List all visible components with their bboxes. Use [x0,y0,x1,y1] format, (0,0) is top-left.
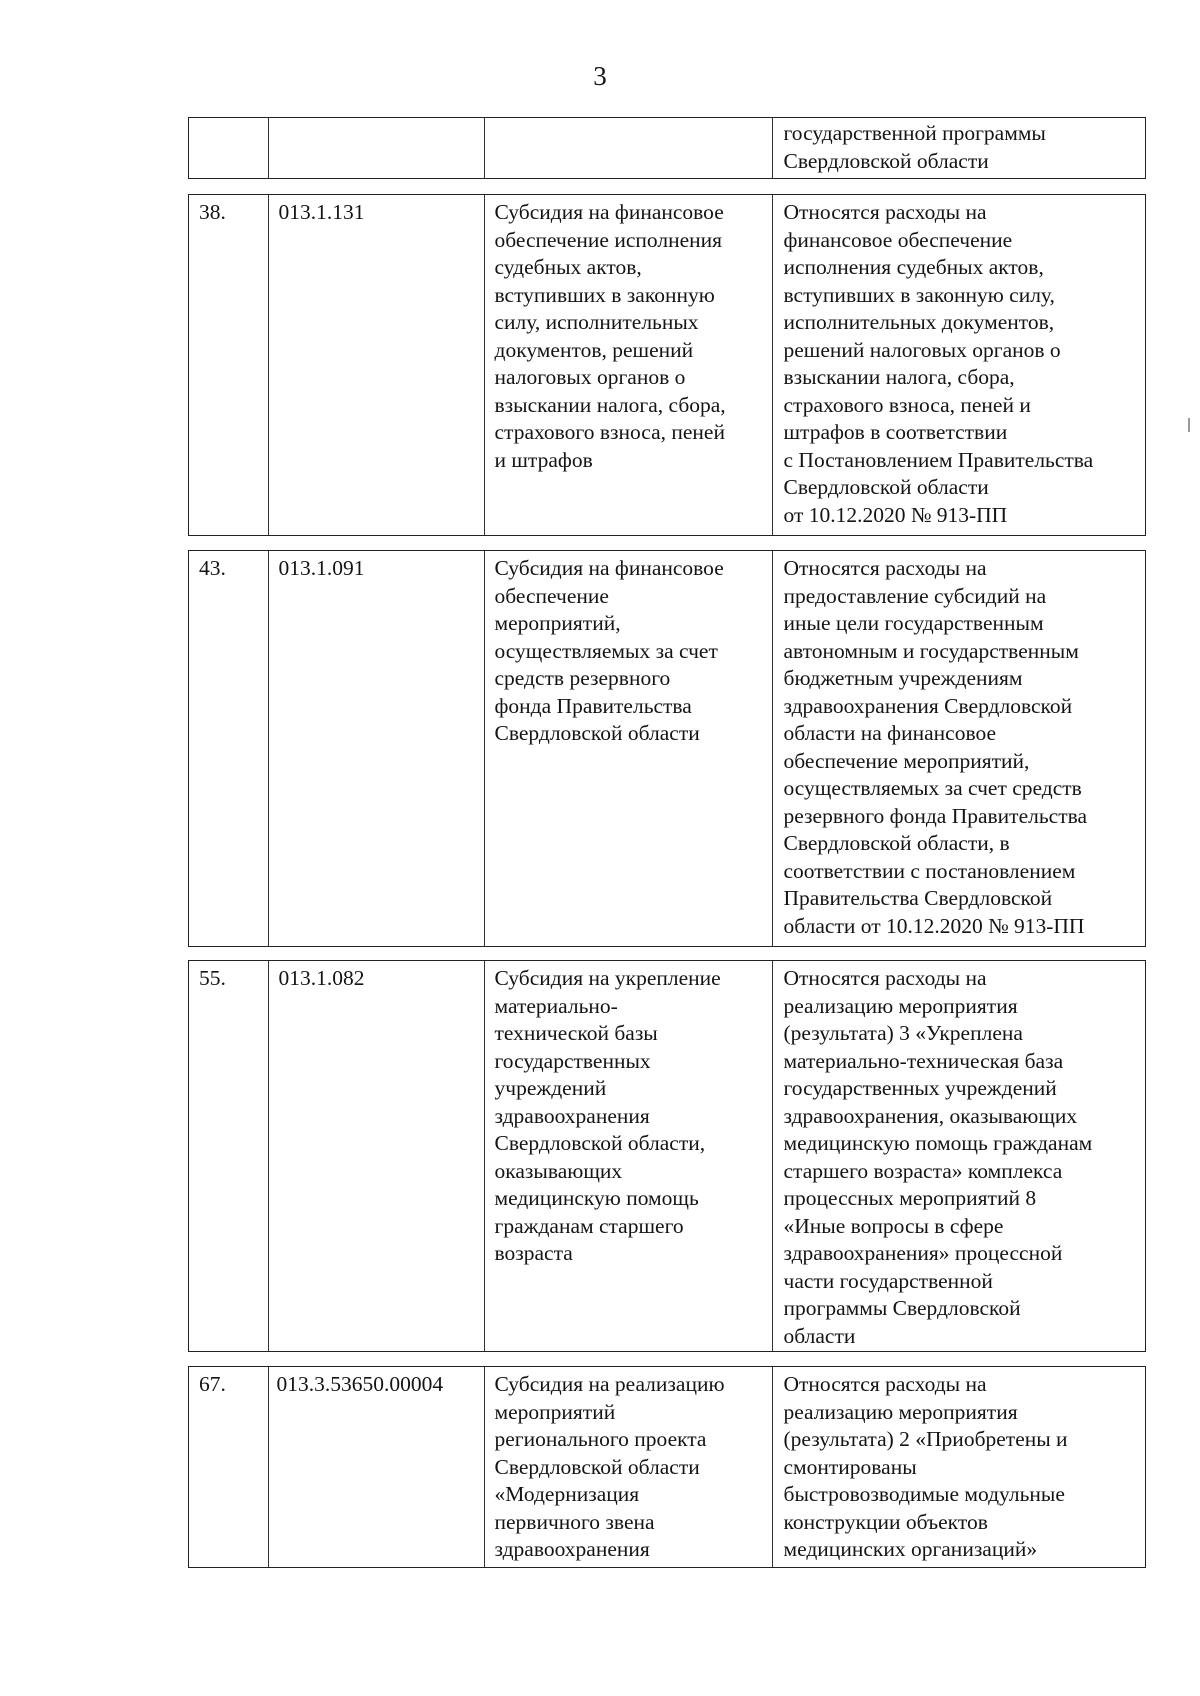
row-number: 55. [199,966,226,990]
scan-mark [1188,418,1190,432]
row-description: Субсидия на финансовое обеспечение исполнения судебных актов, вступивших в законную силу, исполнительных документов, решений налоговых органов о взыскании налога, сбора, страхового взноса, пеней и штрафов [484,195,772,535]
table-row [189,551,1145,946]
table [189,118,1145,178]
row-code: 013.1.131 [268,195,484,535]
table-block-43 [188,550,1146,947]
table [189,195,1145,535]
row-explanation: государственной программы Свердловской области [772,118,1145,178]
row-code [268,118,484,178]
row-description: Субсидия на укрепление материально- технической базы государственных учреждений здравоохранения Свердловской области, оказывающих медицинскую помощь гражданам старшего возраста [484,961,772,1351]
table-row [189,961,1145,1351]
row-description: Субсидия на реализацию мероприятий регионального проекта Свердловской области «Модернизация первичного звена здравоохранения [484,1367,772,1567]
table-block-67 [188,1366,1146,1568]
row-description [484,118,772,178]
row-explanation: Относятся расходы на финансовое обеспечение исполнения судебных актов, вступивших в законную силу, исполнительных документов, решений налоговых органов о взыскании налога, сбора, страхового взноса, пеней и штрафов в соответствии с Постановлением Правительства Свердловской области от 10.12.2020 № 913-ПП [772,195,1145,535]
table-row [189,1367,1145,1567]
row-number: 67. [199,1372,226,1396]
row-explanation: Относятся расходы на предоставление субсидий на иные цели государственным автономным и государственным бюджетным учреждениям здравоохранения Свердловской области на финансовое обеспечение мероприятий, осуществляемых за счет средств резервного фонда Правительства Свердловской области, в соответствии с постановлением Правительства Свердловской области от 10.12.2020 № 913-ПП [772,551,1145,946]
table [189,961,1145,1351]
page-number: 3 [593,61,607,91]
row-explanation: Относятся расходы на реализацию мероприятия (результата) 2 «Приобретены и смонтированы быстровозводимые модульные конструкции объектов медицинских организаций» [772,1367,1145,1567]
table-block-55 [188,960,1146,1352]
row-description: Субсидия на финансовое обеспечение мероприятий, осуществляемых за счет средств резервного фонда Правительства Свердловской области [484,551,772,946]
table [189,1367,1145,1567]
table-block-38 [188,194,1146,536]
table-row [189,118,1145,178]
table-row [189,195,1145,535]
table [189,551,1145,946]
row-code: 013.1.091 [268,551,484,946]
table-block-continuation [188,117,1146,179]
row-code: 013.3.53650.00004 [268,1367,484,1567]
row-number [189,118,268,178]
row-number: 38. [199,200,226,224]
row-number: 43. [199,556,226,580]
row-explanation: Относятся расходы на реализацию мероприятия (результата) 3 «Укреплена материально-техническая база государственных учреждений здравоохранения, оказывающих медицинскую помощь гражданам старшего возраста» комплекса процессных мероприятий 8 «Иные вопросы в сфере здравоохранения» процессной части государственной программы Свердловской области [772,961,1145,1351]
row-code: 013.1.082 [268,961,484,1351]
